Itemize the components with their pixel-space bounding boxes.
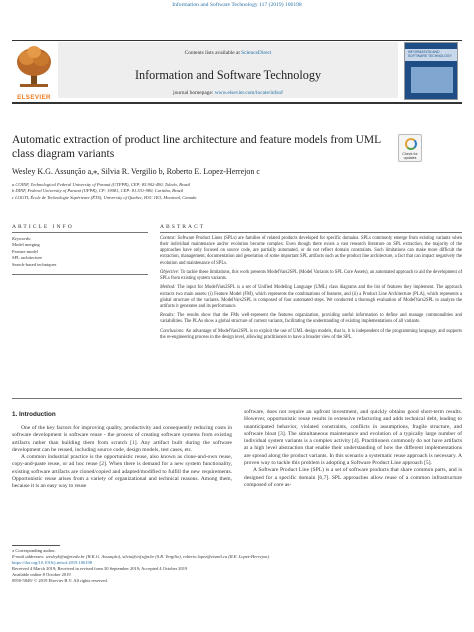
- keyword-item: SPL architecture: [12, 255, 42, 261]
- abstract-context: [160, 236, 462, 267]
- results-label: Results:: [160, 313, 175, 319]
- body-paragraph: A common industrial practice is the opportunistic reuse, also known as clone-and-own reuse, copy-and-paste reuse, or ad hoc reuse [2]. When there is demand for a new system functionality, existing software artifacts are cloned/copied and adapted/modified to fulfill the new requirements. Opportunistic reuse arises from a variety of organizational and technical reasons. Among them, because it is an easy way to reuse: [12, 454, 232, 490]
- received-dates: Received 4 March 2019; Received in revised form 30 September 2019; Accepted 4 October 2019: [12, 566, 188, 572]
- body-paragraph: A Software Product Line (SPL) is a set of software products that share common parts, and is designed for a specific domain [6,7]. SPL approaches allow reuse of a common infrastructure composed of core as-: [244, 467, 462, 488]
- cover-artwork: [411, 67, 453, 93]
- keyword-item: Feature model: [12, 248, 38, 254]
- elsevier-tree-logo: [12, 40, 56, 98]
- header-top-rule: [12, 40, 462, 41]
- affiliation-c: c LOGTI, École de Technologie Supérieure (ÉTS), University of Quebec, H3C 1K3, Montreal, Canada: [12, 194, 197, 200]
- keywords-bottom-rule: [12, 274, 148, 275]
- cover-title: INFORMATION AND SOFTWARE TECHNOLOGY: [408, 50, 452, 58]
- contents-line: [58, 50, 398, 56]
- sciencedirect-link[interactable]: ScienceDirect: [241, 50, 272, 56]
- results-text: The results show that the FMs well-represent the features organization, providing useful information to define and manage commonalities and variabilities. The PLAs show a global structure of current variants, facilitating the understanding of existing implementations of all variants.: [160, 313, 462, 325]
- abstract-bottom-rule: [12, 398, 462, 399]
- abstract-rule: [160, 232, 462, 233]
- body-paragraph: software, does not require an upfront investment, and quickly obtains good short-term results. However, opportunistic reuse results in extensive refactoring and adds technical debt, leading to unanticipated behavior, violated constraints, conflicts in assumptions, fragile structure, and software bloat [3]. The simultaneous maintenance and evolution of a typically large number of individual system variants is a complex activity [4]. Practitioners commonly do not have artifacts at a high level abstraction that enable their understanding of how the different implementations are spread along the product variants. In this scenario a systematic reuse approach is necessary. A proven way to tackle this problem is adopting a Software Product Line approach [5].: [244, 409, 462, 467]
- journal-reference[interactable]: Information and Software Technology 117 (2019) 106198: [172, 2, 302, 8]
- abstract-objective: [160, 270, 462, 282]
- method-text: The input for ModelVars2SPL is a set of Unified Modeling Language (UML) class diagrams and the list of features they implement. The approach extracts two main assets: (i) Feature Model (FM), which represents the combinations of features, and (ii) a Product Line Architecture (PLA), which represents a global structure of the variants. ModelVars2SPL is composed of four automated steps. We conducted a thorough evaluation of ModelVars2SPL to analyze the artifacts it generates and its performance.: [160, 285, 462, 309]
- abstract-heading: ABSTRACT: [160, 224, 206, 230]
- contents-prefix: Contents lists available at: [184, 50, 242, 56]
- paper-title: Automatic extraction of product line architecture and feature models from UML class diagram variants: [12, 134, 381, 160]
- footnote-rule: [12, 545, 60, 546]
- body-paragraph: One of the key factors for improving quality, productivity and consequently reducing costs in software development is software reuse - the process of creating software systems from existing artifacts rather than building them from scratch [1]. Any artifact built during the software development can be reused, including source code, design models, test cases, etc.: [12, 425, 232, 453]
- homepage-prefix: journal homepage:: [173, 90, 215, 96]
- article-info-heading: ARTICLE INFO: [12, 224, 74, 230]
- method-label: Method:: [160, 285, 176, 291]
- journal-title: Information and Software Technology: [134, 68, 322, 82]
- check-for-updates-icon: [405, 138, 417, 150]
- header-bottom-rule: [12, 102, 462, 104]
- footnotes: [12, 548, 462, 585]
- conclusions-text: An advantage of ModelVars2SPL is to exploit the use of UML design models, that is, it is independent of the programming language, and supports the re-engineering process in the design level, allowing practitioners to have a broader view of the SPL.: [160, 328, 463, 340]
- body-column-right: [244, 409, 462, 489]
- abstract-method: [160, 285, 462, 310]
- conclusions-label: Conclusions:: [160, 328, 185, 334]
- homepage-line: [58, 90, 398, 96]
- affiliation-a: a COINF, Technological Federal University of Paraná (UTFPR), CEP: 85.902-490, Toledo, Brazil: [12, 182, 191, 187]
- abstract-conclusions: [160, 329, 462, 341]
- doi-link[interactable]: https://doi.org/10.1016/j.infsof.2019.106198: [12, 560, 93, 566]
- copyright-notice: 0950-5849/ © 2019 Elsevier B.V. All rights reserved.: [12, 578, 108, 584]
- context-text: Software Product Lines (SPLs) are families of related products developed for specific domains. SPLs commonly emerge from existing variants when their individual maintenance and/or evolution become complex. Even though there exists a vast research literature on SPL extraction, the majority of the approaches have only focused on source code, are partially automated, or do not reflect domain constraints. Such limitations can make more difficult the extraction, management, documentation and generation of some important SPL artifacts such as the product line architecture, a fact that can impact negatively the evolution and maintenance of SPLs.: [160, 236, 462, 266]
- available-online-date: Available online 8 October 2019: [12, 572, 71, 578]
- section-heading-introduction: 1. Introduction: [12, 411, 56, 418]
- keyword-item: Search-based techniques: [12, 261, 57, 267]
- author-emails[interactable]: E-mail addresses: wesleyk@utfpr.edu.br (W.K.G. Assunção), silvia@inf.ufpr.br (S.R. Vergilio), roberto.lopez@etsmtl.ca (R.E. Lopez-Herrejon).: [12, 554, 270, 560]
- context-label: Context:: [160, 236, 176, 241]
- article-info-rule: [12, 232, 148, 233]
- objective-text: To tackle these limitations, this work presents ModelVars2SPL (Model Variants to SPL Core Assets), an automated approach to aid the development of SPLs from existing system variants.: [160, 269, 463, 282]
- abstract-body: [160, 236, 462, 344]
- affiliations: [12, 182, 462, 201]
- affiliation-b: b DINF, Federal University of Paraná (UFPR), CP: 19081, CEP: 81.531-980, Curitiba, Brazil: [12, 188, 184, 194]
- keyword-item: Model merging: [12, 242, 40, 248]
- body-column-left: [12, 425, 232, 491]
- check-for-updates-button[interactable]: [398, 134, 422, 162]
- objective-label: Objective:: [160, 269, 180, 275]
- journal-cover-image[interactable]: [404, 42, 458, 100]
- keywords-heading: Keywords:: [12, 236, 32, 241]
- check-for-updates-label: Check for updates: [402, 152, 418, 160]
- homepage-link[interactable]: www.elsevier.com/locate/infsof: [214, 90, 283, 96]
- abstract-results: [160, 313, 462, 325]
- publisher-name: ELSEVIER: [17, 94, 51, 101]
- keywords-block: [12, 236, 148, 268]
- author-list: Wesley K.G. Assunção a,⁎, Silvia R. Vergilio b, Roberto E. Lopez-Herrejon c: [12, 167, 260, 176]
- corresponding-author-note: ⁎ Corresponding author.: [12, 548, 56, 553]
